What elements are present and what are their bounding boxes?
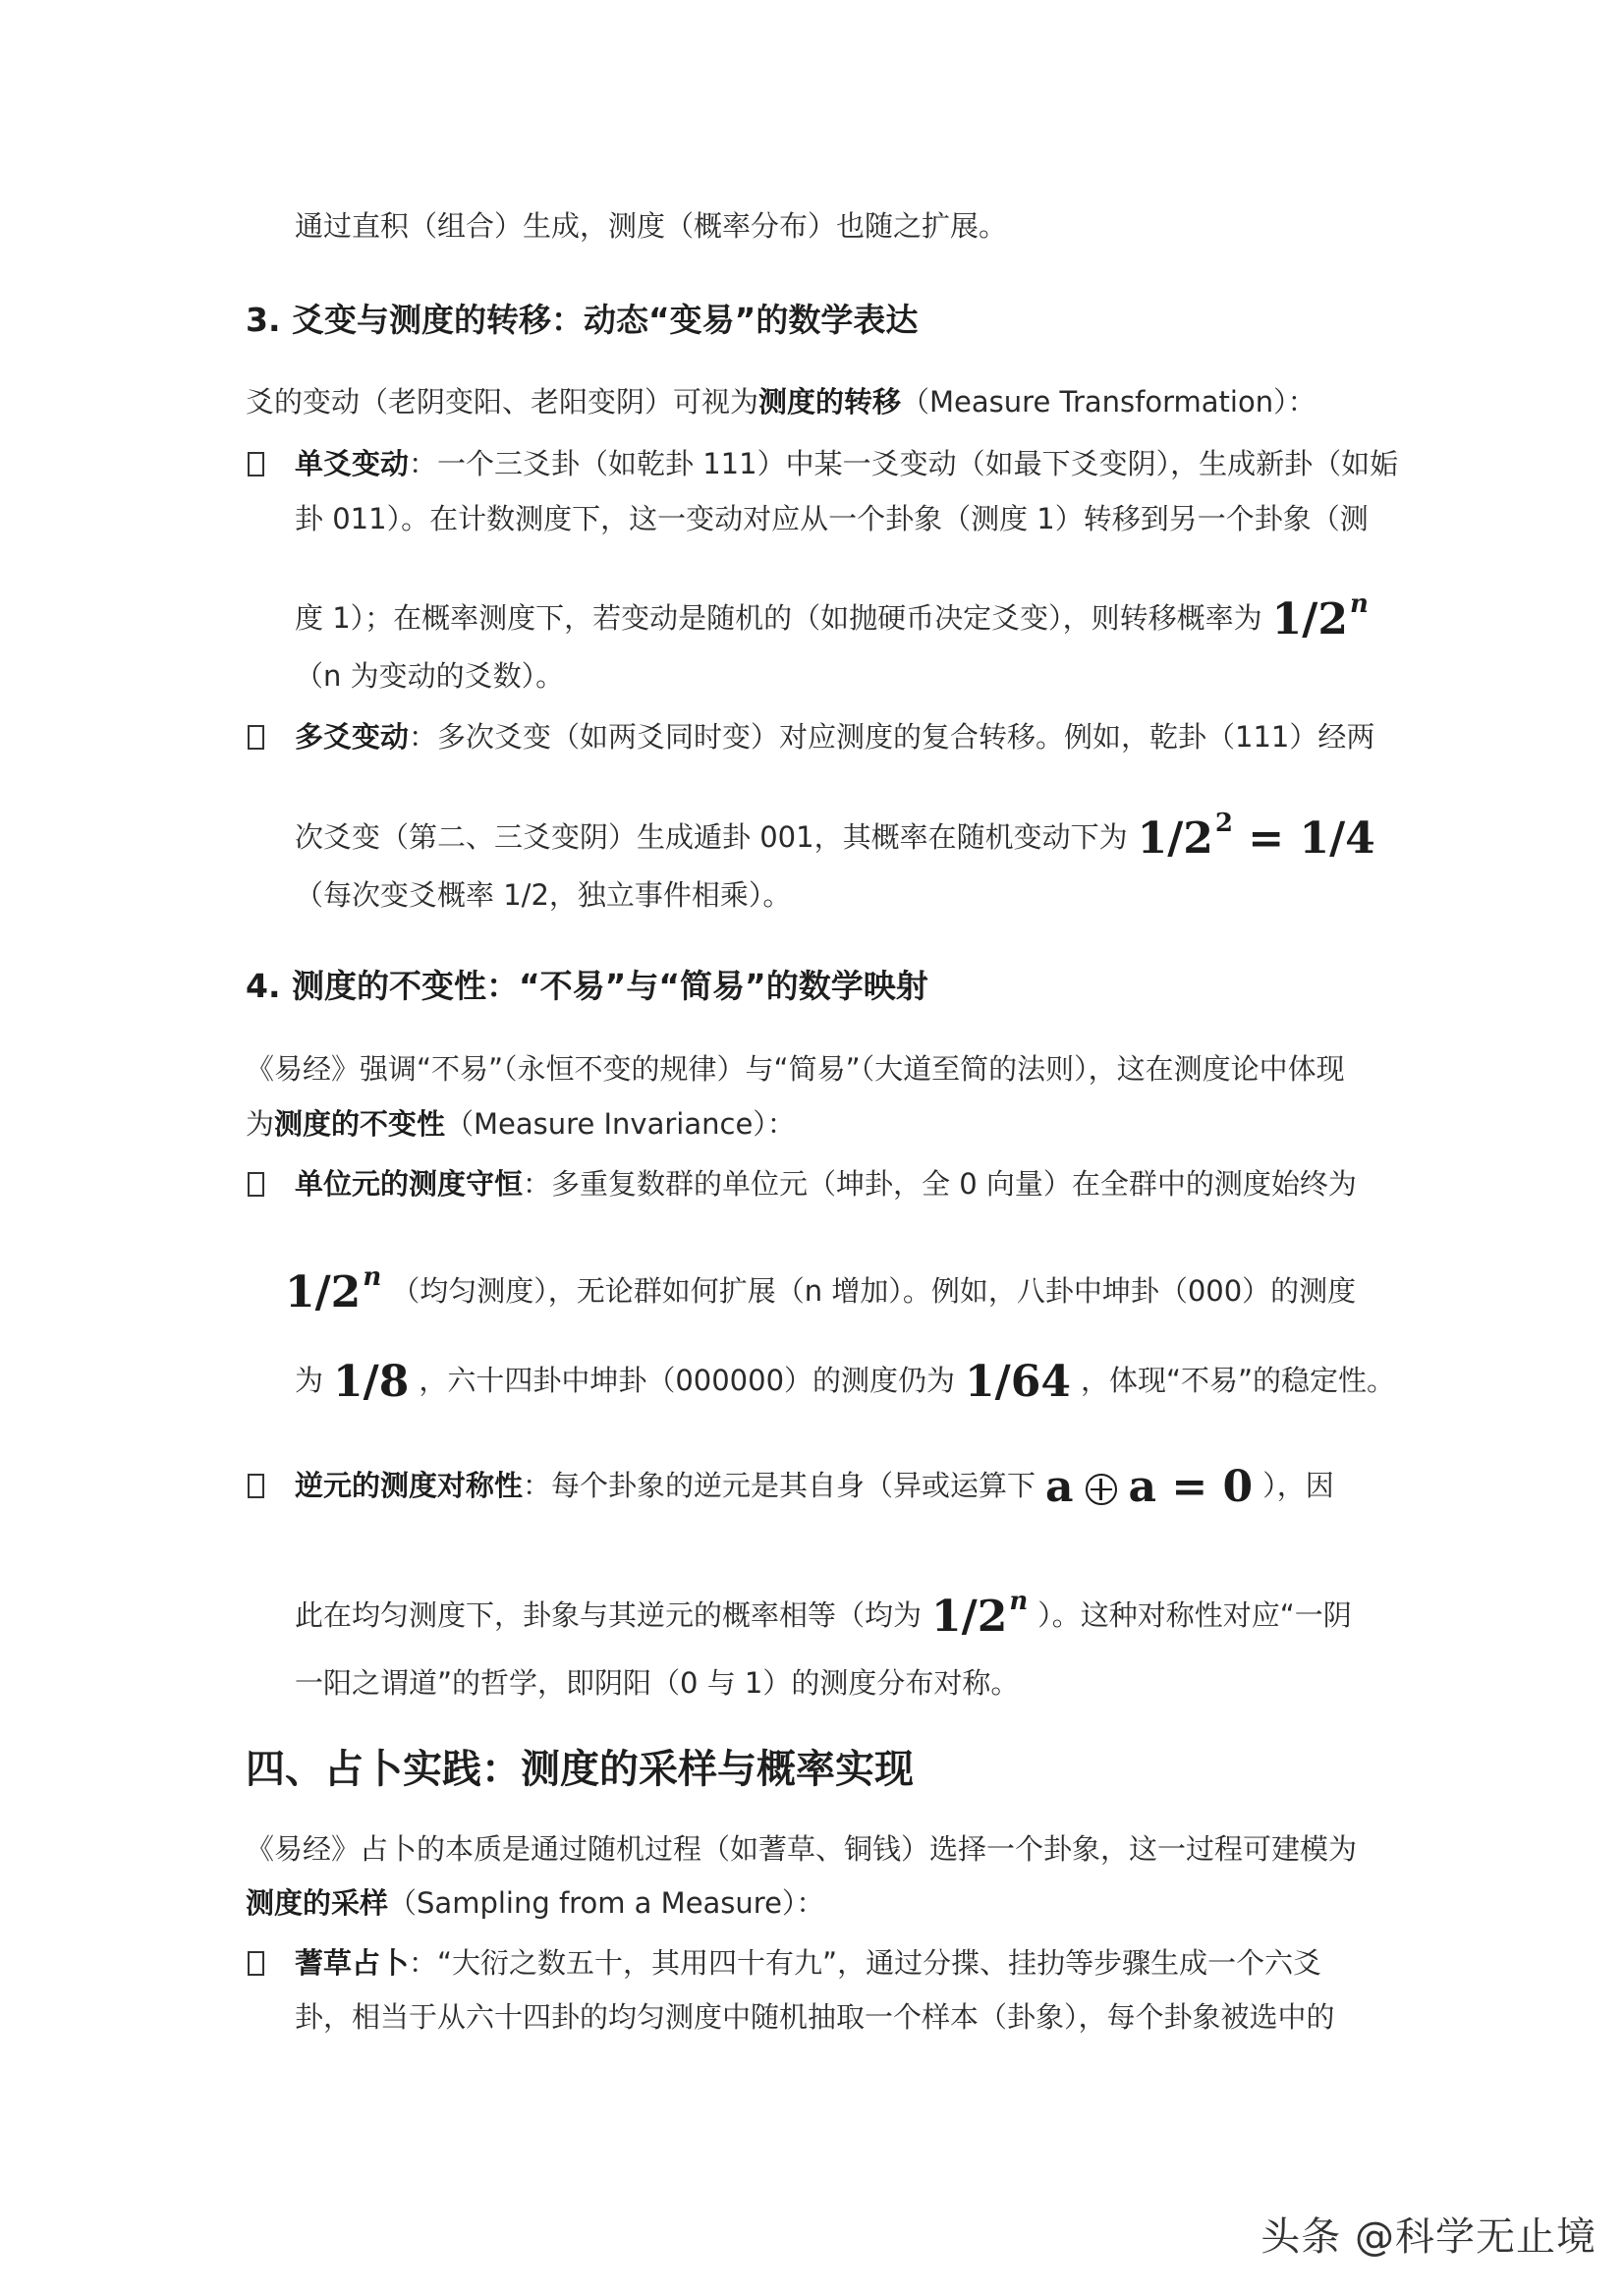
section-heading: 3. 爻变与测度的转移：动态“变易”的数学表达 bbox=[246, 301, 919, 339]
list-item-line: 此在均匀测度下，卦象与其逆元的概率相等（均为 1/2$^n$ ）。这种对称性对应“一阴 bbox=[295, 1582, 1352, 1637]
math-formula: a a = 0 bbox=[1045, 1462, 1254, 1512]
bullet-box-icon bbox=[248, 1951, 264, 1976]
list-item-line: 单位元的测度守恒：多重复数群的单位元（坤卦，全 0 向量）在全群中的测度始终为 bbox=[295, 1167, 1357, 1201]
list-item-line: 单爻变动：一个三爻卦（如乾卦 111）中某一爻变动（如最下爻变阴），生成新卦（如姤 bbox=[295, 447, 1399, 480]
bullet-box-icon bbox=[248, 452, 264, 476]
bullet-box-icon bbox=[248, 725, 264, 750]
list-item-line: （n 为变动的爻数）。 bbox=[295, 659, 565, 693]
list-item-line: 卦，相当于从六十四卦的均匀测度中随机抽取一个样本（卦象），每个卦象被选中的 bbox=[295, 2000, 1335, 2034]
paragraph-line: 测度的采样（Sampling from a Measure）： bbox=[246, 1886, 825, 1920]
paragraph-line: 《易经》强调“不易”（永恒不变的规律）与“简易”（大道至简的法则），这在测度论中体现 bbox=[246, 1052, 1345, 1086]
math-formula: 1/64 bbox=[965, 1357, 1071, 1407]
paragraph-line: 通过直积（组合）生成，测度（概率分布）也随之扩展。 bbox=[295, 209, 1008, 243]
math-formula: 1/2$^n$ bbox=[1271, 589, 1369, 644]
list-item-line: 1/2$^n$ （均匀测度），无论群如何扩展（n 增加）。例如，八卦中坤卦（000）的测度 bbox=[285, 1258, 1356, 1313]
section-heading: 4. 测度的不变性：“不易”与“简易”的数学映射 bbox=[246, 967, 928, 1005]
list-item-line: 蓍草占卜：“大衍之数五十，其用四十有九”，通过分揲、挂扐等步骤生成一个六爻 bbox=[295, 1946, 1322, 1980]
oplus-icon bbox=[1086, 1474, 1117, 1505]
math-formula: 1/2$^n$ bbox=[931, 1587, 1029, 1642]
bullet-box-icon bbox=[248, 1172, 264, 1197]
watermark: 头条 @科学无止境 bbox=[1260, 2214, 1596, 2260]
paragraph-line: 为测度的不变性（Measure Invariance）： bbox=[246, 1107, 796, 1141]
bullet-box-icon bbox=[248, 1474, 264, 1498]
math-formula: $1/2^2 = 1/4$ bbox=[1137, 809, 1375, 864]
list-item-line: 次爻变（第二、三爻变阴）生成遁卦 001，其概率在随机变动下为 $1/2^2 = 1/4$ bbox=[295, 804, 1385, 859]
math-formula: 1/2$^n$ bbox=[285, 1262, 382, 1317]
list-item-line: 多爻变动：多次爻变（如两爻同时变）对应测度的复合转移。例如，乾卦（111）经两 bbox=[295, 720, 1375, 754]
list-item-line: 一阳之谓道”的哲学，即阴阳（0 与 1）的测度分布对称。 bbox=[295, 1666, 1020, 1700]
list-item-line: （每次变爻概率 1/2，独立事件相乘）。 bbox=[295, 878, 792, 912]
paragraph-line: 爻的变动（老阴变阳、老阳变阴）可视为测度的转移（Measure Transformation）： bbox=[246, 385, 1316, 419]
list-item-line: 卦 011）。在计数测度下，这一变动对应从一个卦象（测度 1）转移到另一个卦象（测 bbox=[295, 502, 1369, 535]
paragraph-line: 《易经》占卜的本质是通过随机过程（如蓍草、铜钱）选择一个卦象，这一过程可建模为 bbox=[246, 1832, 1358, 1866]
chapter-heading: 四、占卜实践：测度的采样与概率实现 bbox=[246, 1747, 914, 1792]
list-item-line: 为 1/8 ，六十四卦中坤卦（000000）的测度仍为 1/64 ，体现“不易”的稳定性。 bbox=[295, 1357, 1396, 1407]
math-formula: 1/8 bbox=[333, 1357, 410, 1407]
list-item-line: 度 1）；在概率测度下，若变动是随机的（如抛硬币决定爻变），则转移概率为 1/2$^n$ bbox=[295, 585, 1378, 640]
list-item-line: 逆元的测度对称性：每个卦象的逆元是其自身（异或运算下 a a = 0 ），因 bbox=[295, 1462, 1334, 1512]
